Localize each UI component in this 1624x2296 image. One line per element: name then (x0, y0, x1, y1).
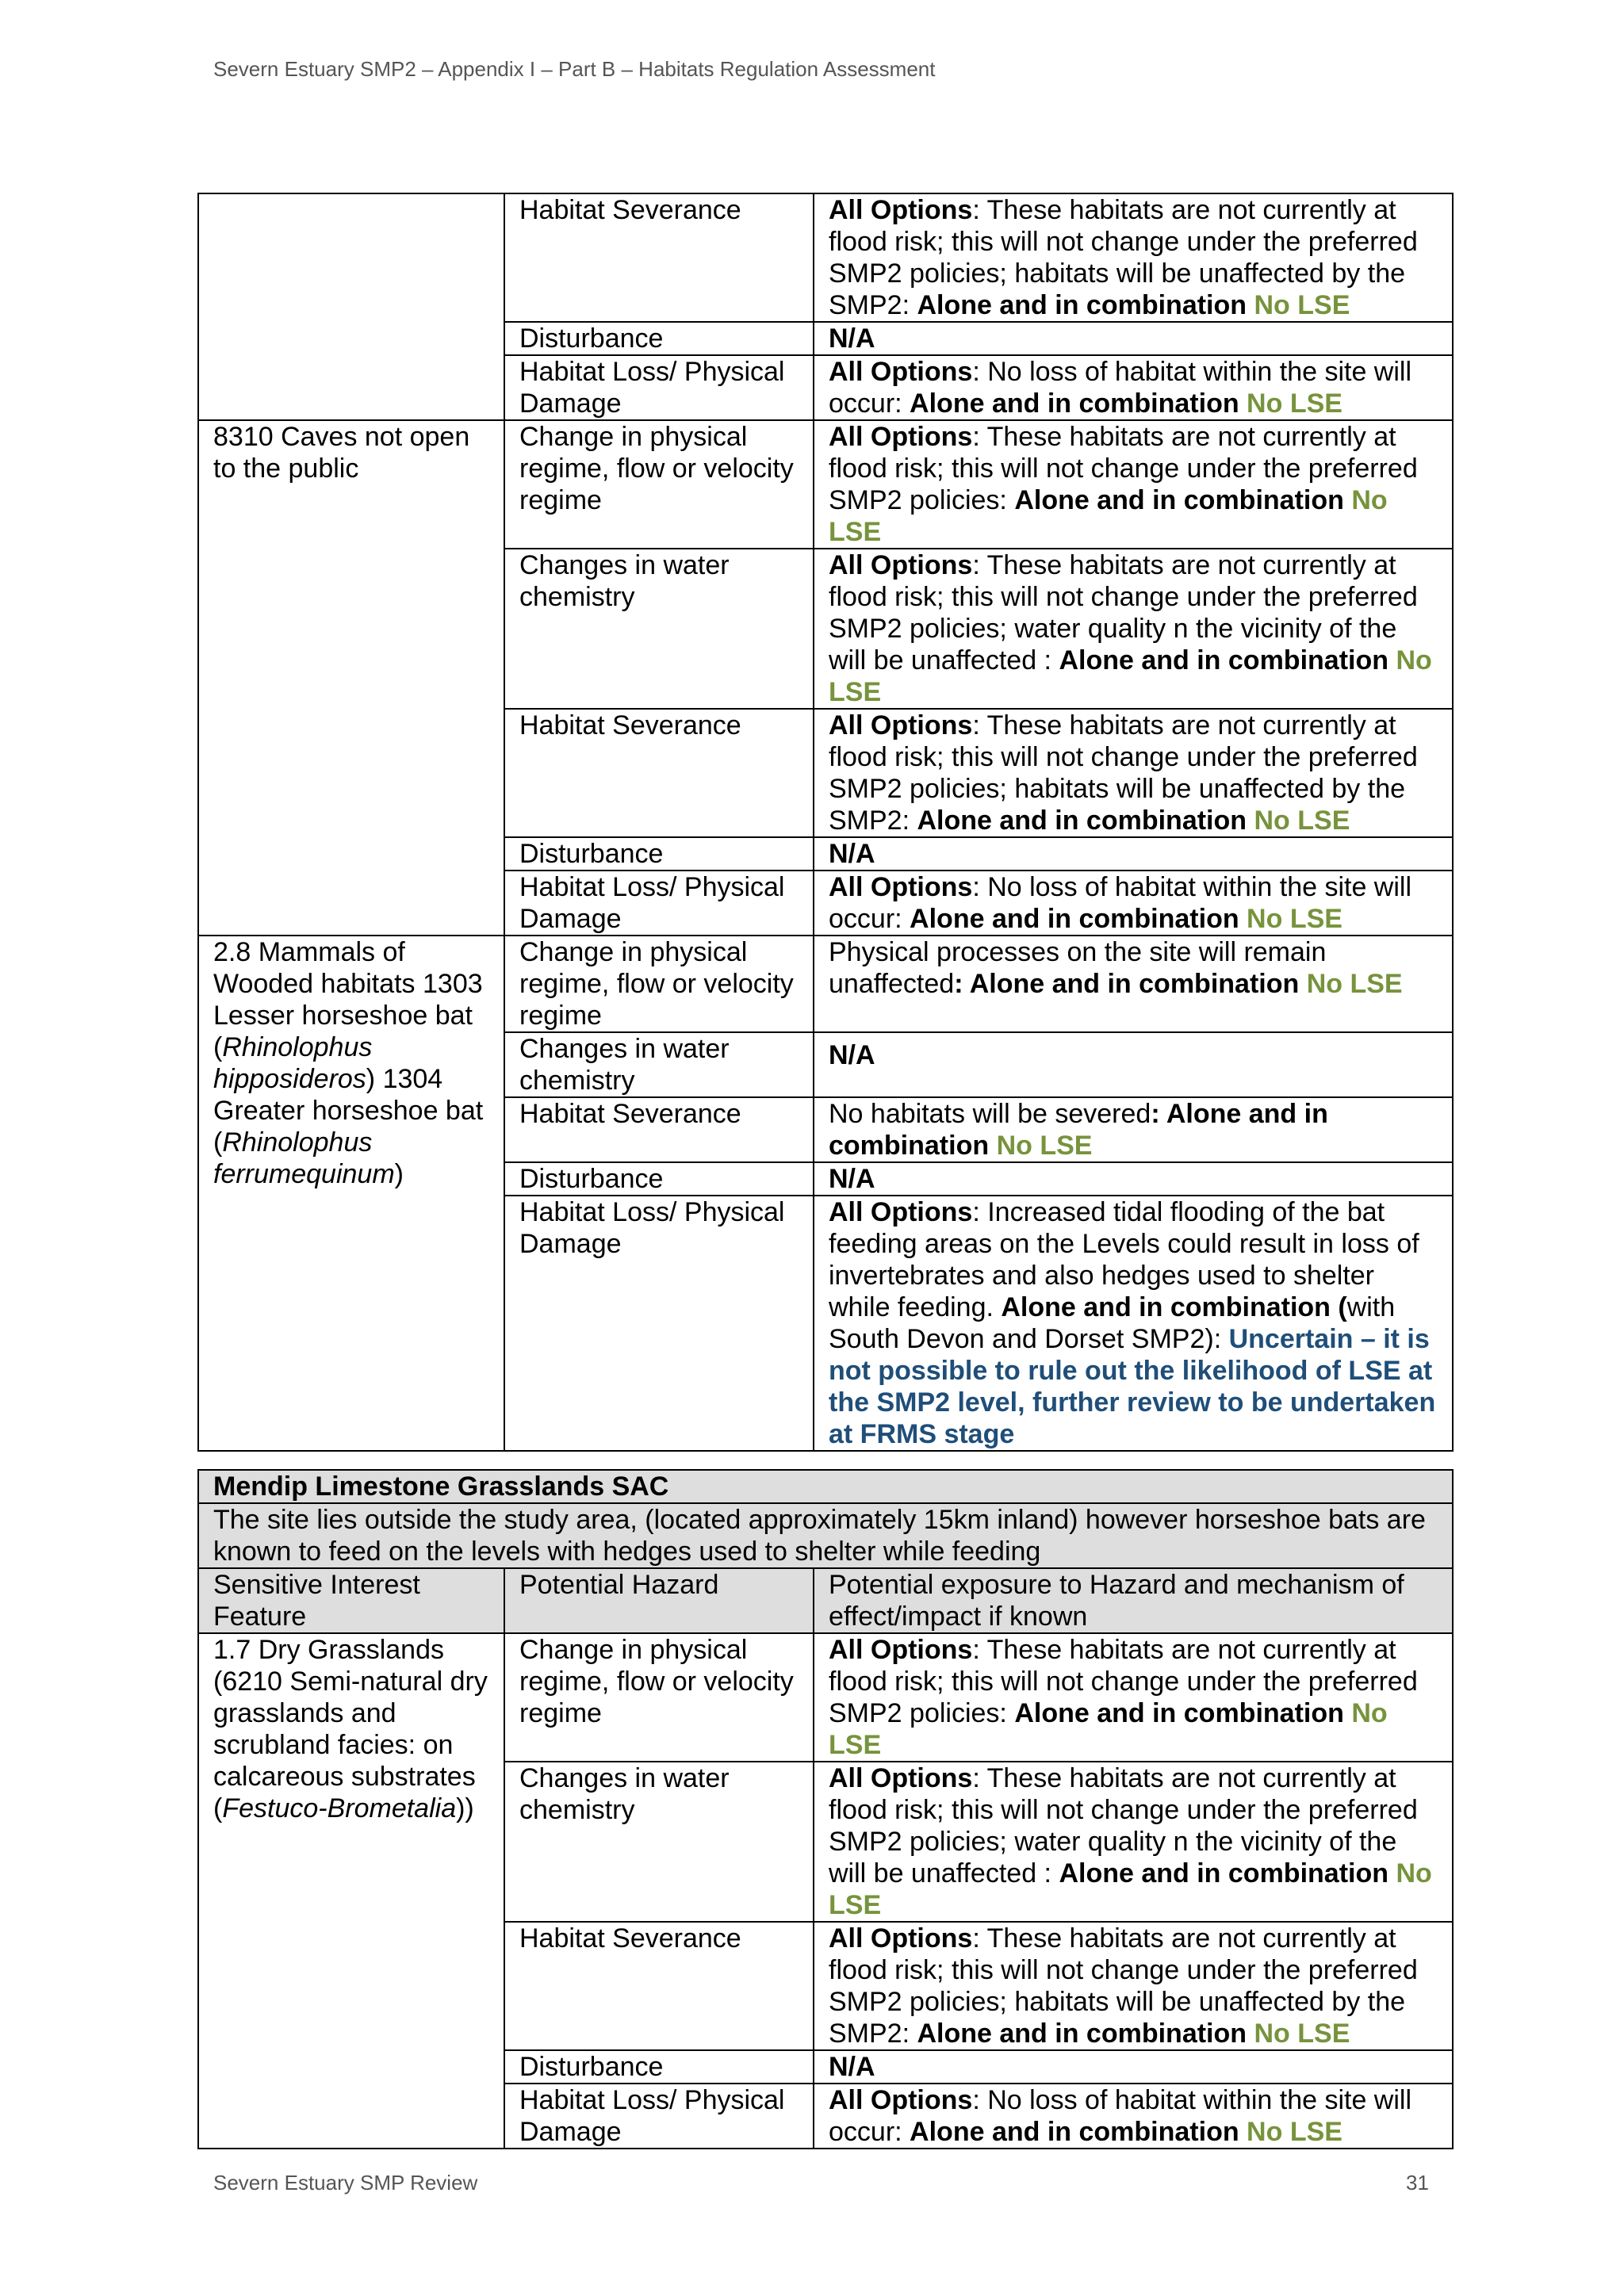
hazard-cell: Habitat Loss/ Physical Damage (504, 2084, 814, 2149)
table-description: The site lies outside the study area, (located approximately 15km inland) however horseshoe bats are known to feed on the levels with hedges used to shelter while feeding (198, 1503, 1453, 1568)
table-row (198, 193, 1453, 322)
feature-cell-caves: 8310 Caves not open to the public (198, 420, 504, 936)
hazard-cell: Changes in water chemistry (504, 549, 814, 709)
exposure-cell: All Options: These habitats are not currently at flood risk; this will not change under the preferred SMP2 policies: Alone and in combination No LSE (814, 1633, 1453, 1762)
exposure-cell: N/A (814, 1032, 1453, 1097)
hazard-cell: Disturbance (504, 837, 814, 871)
hra-table-continued (197, 193, 1454, 1452)
hazard-cell: Change in physical regime, flow or velocity regime (504, 1633, 814, 1762)
exposure-cell: N/A (814, 2050, 1453, 2084)
hazard-cell: Disturbance (504, 322, 814, 355)
table-row (198, 420, 1453, 549)
table-row (198, 1633, 1453, 1762)
exposure-cell: N/A (814, 322, 1453, 355)
hazard-cell: Habitat Loss/ Physical Damage (504, 1196, 814, 1451)
exposure-cell: Physical processes on the site will remain unaffected: Alone and in combination No LSE (814, 936, 1453, 1032)
exposure-cell: N/A (814, 837, 1453, 871)
page-header: Severn Estuary SMP2 – Appendix I – Part B – Habitats Regulation Assessment (213, 57, 936, 81)
exposure-cell: All Options: No loss of habitat within the site will occur: Alone and in combination No LSE (814, 355, 1453, 420)
hazard-cell: Habitat Severance (504, 193, 814, 322)
hazard-cell: Habitat Severance (504, 1922, 814, 2050)
table-title-row (198, 1470, 1453, 1503)
table-description-row (198, 1503, 1453, 1568)
hazard-cell: Habitat Severance (504, 709, 814, 837)
hazard-cell: Habitat Loss/ Physical Damage (504, 871, 814, 936)
exposure-cell: All Options: These habitats are not currently at flood risk; this will not change under the preferred SMP2 policies; water quality n the vicinity of the will be unaffected : Alone and in combination No LSE (814, 549, 1453, 709)
feature-cell-empty (198, 193, 504, 420)
exposure-cell: All Options: These habitats are not currently at flood risk; this will not change under the preferred SMP2 policies; habitats will be unaffected by the SMP2: Alone and in combination No LSE (814, 193, 1453, 322)
table-header-row (198, 1568, 1453, 1633)
hazard-cell: Change in physical regime, flow or velocity regime (504, 936, 814, 1032)
page-footer: Severn Estuary SMP Review (213, 2171, 478, 2195)
exposure-cell: All Options: Increased tidal flooding of the bat feeding areas on the Levels could result in loss of invertebrates and also hedges used to shelter while feeding. Alone and in combination (with South Devon and Dorset SMP2): Uncertain – it is not possible to rule out the likelihood of LSE at the SMP2 level, further review to be undertaken at FRMS stage (814, 1196, 1453, 1451)
exposure-cell: All Options: No loss of habitat within the site will occur: Alone and in combination No LSE (814, 2084, 1453, 2149)
hazard-cell: Disturbance (504, 2050, 814, 2084)
feature-cell-mammals: 2.8 Mammals of Wooded habitats 1303 Lesser horseshoe bat (Rhinolophus hipposideros) 1304 Greater horseshoe bat (Rhinolophus ferrumequinum) (198, 936, 504, 1451)
feature-cell-grasslands: 1.7 Dry Grasslands (6210 Semi-natural dry grasslands and scrubland facies: on calcareous substrates (Festuco-Brometalia)) (198, 1633, 504, 2149)
hazard-cell: Habitat Severance (504, 1097, 814, 1162)
table-row (198, 936, 1453, 1032)
hazard-cell: Habitat Loss/ Physical Damage (504, 355, 814, 420)
exposure-cell: N/A (814, 1162, 1453, 1196)
exposure-cell: All Options: These habitats are not currently at flood risk; this will not change under the preferred SMP2 policies; habitats will be unaffected by the SMP2: Alone and in combination No LSE (814, 1922, 1453, 2050)
hazard-cell: Change in physical regime, flow or velocity regime (504, 420, 814, 549)
column-header: Potential Hazard (504, 1568, 814, 1633)
page-number: 31 (1406, 2171, 1429, 2195)
hazard-cell: Changes in water chemistry (504, 1032, 814, 1097)
exposure-cell: All Options: No loss of habitat within the site will occur: Alone and in combination No LSE (814, 871, 1453, 936)
exposure-cell: No habitats will be severed: Alone and in combination No LSE (814, 1097, 1453, 1162)
mendip-table (197, 1469, 1454, 2149)
hazard-cell: Changes in water chemistry (504, 1762, 814, 1922)
column-header: Sensitive Interest Feature (198, 1568, 504, 1633)
exposure-cell: All Options: These habitats are not currently at flood risk; this will not change under the preferred SMP2 policies; habitats will be unaffected by the SMP2: Alone and in combination No LSE (814, 709, 1453, 837)
exposure-cell: All Options: These habitats are not currently at flood risk; this will not change under the preferred SMP2 policies: Alone and in combination No LSE (814, 420, 1453, 549)
table-title: Mendip Limestone Grasslands SAC (198, 1470, 1453, 1503)
exposure-cell: All Options: These habitats are not currently at flood risk; this will not change under the preferred SMP2 policies; water quality n the vicinity of the will be unaffected : Alone and in combination No LSE (814, 1762, 1453, 1922)
column-header: Potential exposure to Hazard and mechanism of effect/impact if known (814, 1568, 1453, 1633)
hazard-cell: Disturbance (504, 1162, 814, 1196)
